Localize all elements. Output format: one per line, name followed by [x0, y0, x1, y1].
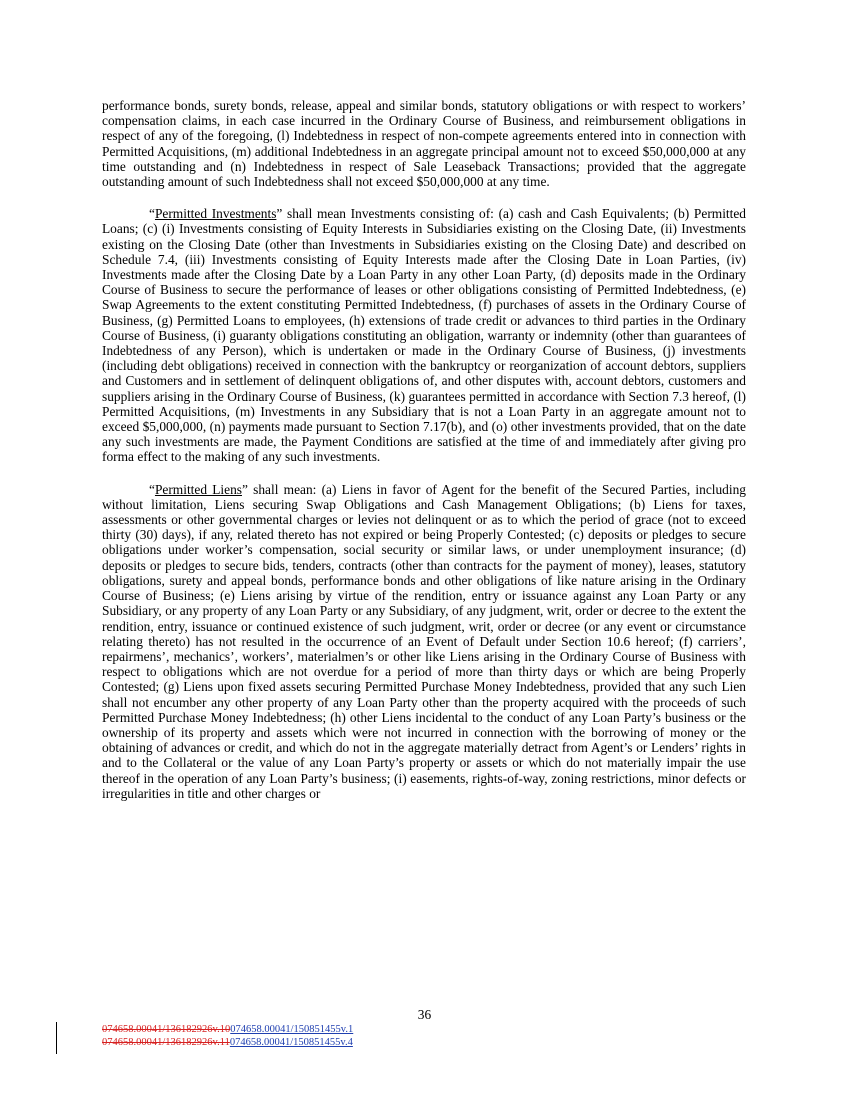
paragraph-text: ” shall mean: (a) Liens in favor of Agent for the benefit of the Secured Parties, including without limitation, Liens securing Swap Obligations and Cash Management Obligations; (b) Liens for taxes, assessments or other governmental charges or levies not delinquent or as to which the period of grace (not to exceed thirty (30) days), if any, related thereto has not expired or being Properly Contested; (c) deposits or pledges to secure obligations under worker’s compensation, social security or similar laws, or under unemployment insurance; (d) deposits or pledges to secure bids, tenders, contracts (other than contracts for the payment of money), leases, statutory obligations, surety and appeal bonds, performance bonds and other obligations of like nature arising in the Ordinary Course of Business; (e) Liens arising by virtue of the rendition, entry or issuance against any Loan Party or any Subsidiary, or any property of any Loan Party or any Subsidiary, of any judgment, writ, order or decree to the extent the rendition, entry, issuance or continued existence of such judgment, writ, order or decree (or any event or circumstance relating thereto) has not resulted in the occurrence of an Event of Default under Section 10.6 hereof; (f) carriers’, repairmens’, mechanics’, workers’, materialmen’s or other like Liens arising in the Ordinary Course of Business with respect to obligations which are not overdue for a period of more than thirty days or which are being Properly Contested; (g) Liens upon fixed assets securing Permitted Purchase Money Indebtedness, provided that any such Lien shall not encumber any other property of any Loan Party other than the property acquired with the proceeds of such Permitted Purchase Money Indebtedness; (h) other Liens incidental to the conduct of any Loan Party’s business or the ownership of its property and assets which were not incurred in connection with the borrowing of money or the obtaining of advances or credit, and which do not in the aggregate materially detract from Agent’s or Lenders’ rights in and to the Collateral or the value of any Loan Party’s property or assets or which do not materially impair the use thereof in the operation of any Loan Party’s business; (i) easements, rights-of-way, zoning restrictions, minor defects or irregularities in title and other charges or	[102, 481, 746, 801]
paragraph-permitted-liens	[102, 482, 746, 801]
paragraph-text: ” shall mean Investments consisting of: (a) cash and Cash Equivalents; (b) Permitted Loans; (c) (i) Investments consisting of Equity Interests in Subsidiaries existing on the Closing Date, (ii) Investments existing on the Closing Date (other than Investments in Subsidiaries existing on the Closing Date) and described on Schedule 7.4, (iii) Investments consisting of Equity Interests made after the Closing Date in Loan Parties, (iv) Investments made after the Closing Date by a Loan Party in any other Loan Party, (d) deposits made in the Ordinary Course of Business to secure the performance of leases or other obligations consisting of Permitted Indebtedness, (e) Swap Agreements to the extent constituting Permitted Indebtedness, (f) purchases of assets in the Ordinary Course of Business, (g) Permitted Loans to employees, (h) extensions of trade credit or advances to third parties in the Ordinary Course of Business, (i) guaranty obligations constituting an obligation, warranty or indemnity (other than guarantees of Indebtedness of any Person), which is undertaken or made in the Ordinary Course of Business, (j) investments (including debt obligations) received in connection with the bankruptcy or reorganization of account debtors, suppliers and Customers and in settlement of delinquent obligations of, and other disputes with, account debtors, customers and suppliers arising in the Ordinary Course of Business, (k) guarantees permitted in accordance with Section 7.3 hereof, (l) Permitted Acquisitions, (m) Investments in any Subsidiary that is not a Loan Party in an aggregate amount not to exceed $5,000,000, (n) payments made pursuant to Section 7.17(b), and (o) other investments provided, that on the date any such investments are made, the Payment Conditions are satisfied at the time of and immediately after giving pro forma effect to the making of any such investments.	[102, 206, 747, 465]
revision-change-bar	[56, 1022, 57, 1054]
deleted-doc-id: 074658.00041/136182926v.11	[102, 1036, 230, 1048]
footer-id-line	[102, 1024, 353, 1037]
paragraph-indebtedness-continuation	[102, 98, 746, 189]
footer-id-line	[102, 1037, 353, 1050]
defined-term-permitted-liens: Permitted Liens	[154, 481, 242, 497]
inserted-doc-id: 074658.00041/150851455v.4	[229, 1036, 353, 1048]
open-quote: “	[149, 206, 155, 222]
paragraph-text: performance bonds, surety bonds, release, appeal and similar bonds, statutory obligations or with respect to workers’ compensation claims, in each case incurred in the Ordinary Course of Business, and reimbursement obligations in respect of any of the foregoing, (l) Indebtedness in respect of non-compete agreements entered into in connection with Permitted Acquisitions, (m) additional Indebtedness in an aggregate principal amount not to exceed $50,000,000 at any time outstanding and (n) Indebtedness in respect of Sale Leaseback Transactions; provided that the aggregate outstanding amount of such Indebtedness shall not exceed $50,000,000 at any time.	[102, 98, 746, 190]
deleted-doc-id: 074658.00041/136182926v.10	[102, 1024, 231, 1035]
paragraph-permitted-investments	[102, 206, 746, 464]
document-body	[102, 98, 746, 818]
inserted-doc-id: 074658.00041/150851455v.1	[230, 1024, 354, 1035]
footer-document-ids	[102, 1024, 353, 1049]
defined-term-permitted-investments: Permitted Investments	[154, 206, 277, 222]
open-quote: “	[149, 481, 155, 497]
page-number: 36	[417, 1007, 432, 1022]
